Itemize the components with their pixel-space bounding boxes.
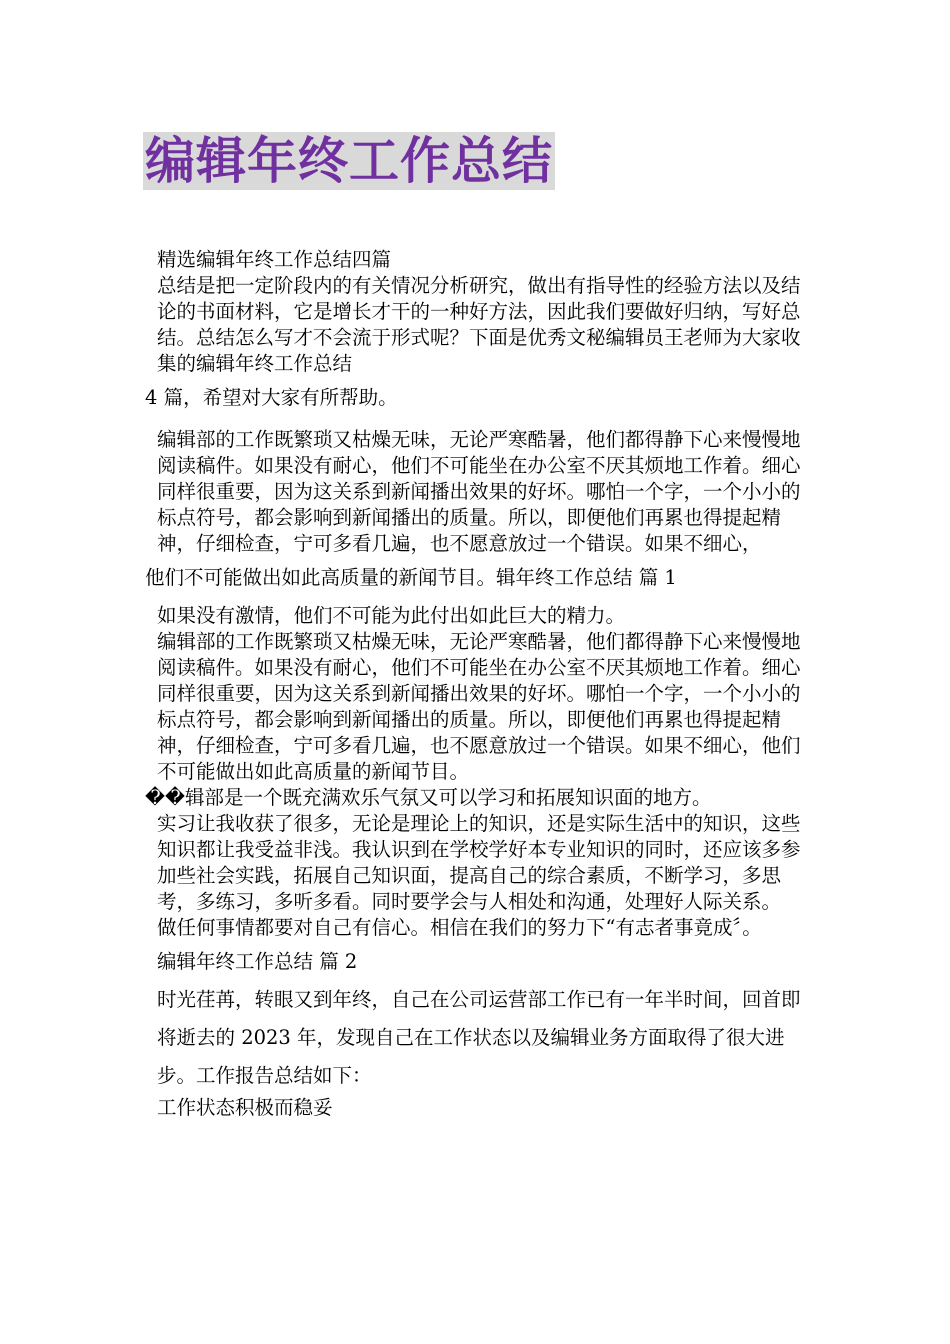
body-paragraph: 时光荏苒，转眼又到年终，自己在公司运营部工作已有一年半时间，回首即将逝去的 2023 年，发现自己在工作状态以及编辑业务方面取得了很大进步。工作报告总结如下： — [157, 988, 801, 1087]
body-paragraph: 实习让我收获了很多，无论是理论上的知识，还是实际生活中的知识，这些知识都让我受益非浅。我认识到在学校学好本专业知识的同时，还应该多参加些社会实践，拓展自己知识面，提高自己的综合素质，不断学习，多思考，多练习，多听多看。同时要学会与人相处和沟通，处理好人际关系。 — [157, 812, 801, 913]
body-paragraph: ��辑部是一个既充满欢乐气氛又可以学习和拓展知识面的地方。 — [145, 786, 712, 809]
section-heading-2: 编辑年终工作总结 篇 2 — [157, 950, 358, 973]
body-paragraph: 工作状态积极而稳妥 — [157, 1096, 333, 1119]
section-heading-1: 他们不可能做出如此高质量的新闻节目。辑年终工作总结 篇 1 — [145, 566, 677, 589]
document-body — [145, 247, 815, 1121]
body-paragraph: 编辑部的工作既繁琐又枯燥无味，无论严寒酷暑，他们都得静下心来慢慢地阅读稿件。如果没有耐心，他们不可能坐在办公室不厌其烦地工作着。细心同样很重要，因为这关系到新闻播出效果的好坏。哪怕一个字，一个小小的标点符号，都会影响到新闻播出的质量。所以，即便他们再累也得提起精神，仔细检查，宁可多看几遍，也不愿意放过一个错误。如果不细心，他们不可能做出如此高质量的新闻节目。 — [157, 630, 801, 783]
body-paragraph: 编辑部的工作既繁琐又枯燥无味，无论严寒酷暑，他们都得静下心来慢慢地阅读稿件。如果没有耐心，他们不可能坐在办公室不厌其烦地工作着。细心同样很重要，因为这关系到新闻播出效果的好坏。哪怕一个字，一个小小的标点符号，都会影响到新闻播出的质量。所以，即便他们再累也得提起精神，仔细检查，宁可多看几遍，也不愿意放过一个错误。如果不细心， — [157, 428, 801, 555]
document-title: 编辑年终工作总结 — [145, 132, 553, 190]
body-paragraph: 做任何事情都要对自己有信心。相信在我们的努力下“有志者事竟成〞。 — [157, 916, 762, 939]
subtitle-paragraph: 精选编辑年终工作总结四篇 — [157, 248, 392, 271]
intro-paragraph: 总结是把一定阶段内的有关情况分析研究，做出有指导性的经验方法以及结论的书面材料，它是增长才干的一种好方法，因此我们要做好归纳，写好总结。总结怎么写才不会流于形式呢？下面是优秀文秘编辑员王老师为大家收集的编辑年终工作总结 — [157, 274, 801, 375]
body-paragraph: 如果没有激情，他们不可能为此付出如此巨大的精力。 — [157, 604, 626, 627]
intro-paragraph-end: 4 篇，希望对大家有所帮助。 — [145, 386, 398, 409]
